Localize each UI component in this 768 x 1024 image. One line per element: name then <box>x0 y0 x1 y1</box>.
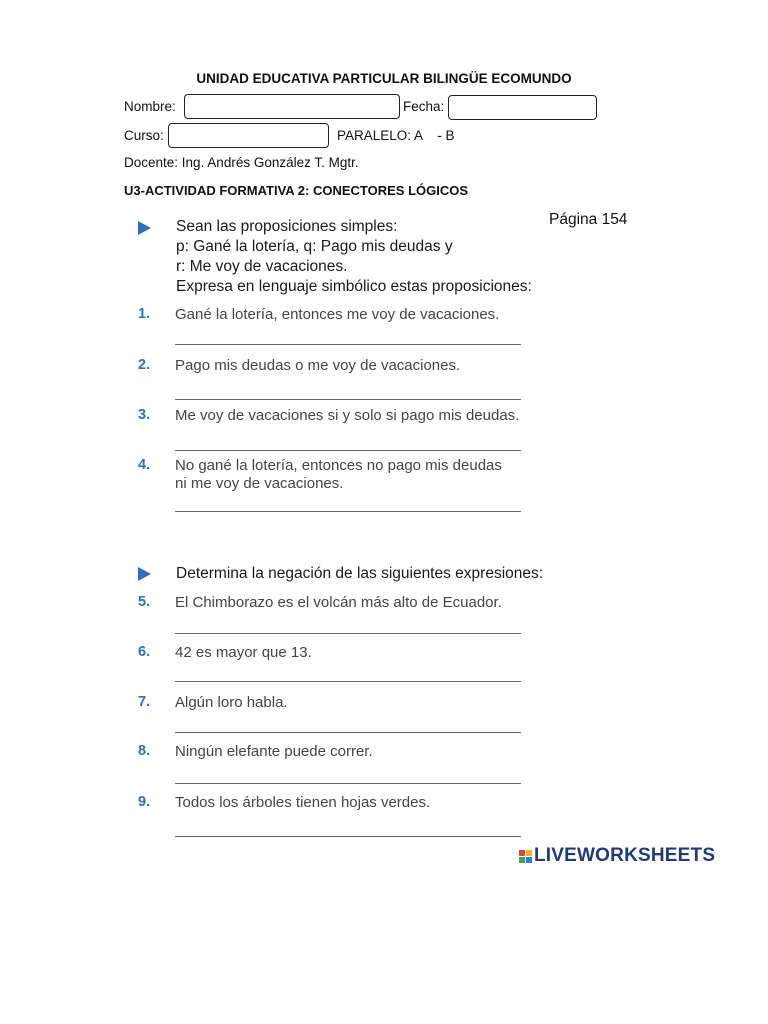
question-line: ni me voy de vacaciones. <box>175 475 344 492</box>
question-number: 9. <box>138 794 151 810</box>
fecha-label: Fecha: <box>403 99 445 114</box>
logo-square <box>519 857 525 863</box>
answer-line[interactable] <box>175 511 521 512</box>
fecha-input[interactable] <box>448 95 597 120</box>
question-number: 4. <box>138 457 151 473</box>
question-number: 7. <box>138 694 151 710</box>
answer-line[interactable] <box>175 344 521 345</box>
question-text: Me voy de vacaciones si y solo si pago mis deudas. <box>175 407 520 424</box>
question-text: Pago mis deudas o me voy de vacaciones. <box>175 357 461 374</box>
curso-input[interactable] <box>168 123 329 148</box>
nombre-input[interactable] <box>184 94 400 119</box>
paralelo-label: PARALELO: A - B <box>337 128 455 143</box>
answer-line[interactable] <box>175 633 521 634</box>
answer-line[interactable] <box>175 399 521 400</box>
activity-title: U3-ACTIVIDAD FORMATIVA 2: CONECTORES LÓGICOS <box>124 183 469 198</box>
page-reference: Página 154 <box>549 211 628 228</box>
answer-line[interactable] <box>175 450 521 451</box>
question-text <box>175 457 502 493</box>
question-number: 6. <box>138 644 151 660</box>
logo-grid-icon <box>519 850 532 863</box>
docente-label: Docente: Ing. Andrés González T. Mgtr. <box>124 155 359 170</box>
curso-label: Curso: <box>124 128 164 143</box>
intro-line: p: Gané la lotería, q: Pago mis deudas y <box>176 238 453 255</box>
question-line: No gané la lotería, entonces no pago mis deudas <box>175 457 502 474</box>
question-text: Todos los árboles tienen hojas verdes. <box>175 794 431 811</box>
question-number: 8. <box>138 743 151 759</box>
answer-line[interactable] <box>175 732 521 733</box>
question-number: 5. <box>138 594 151 610</box>
answer-line[interactable] <box>175 783 521 784</box>
logo-text: LIVEWORKSHEETS <box>534 845 716 866</box>
answer-line[interactable] <box>175 681 521 682</box>
school-title: UNIDAD EDUCATIVA PARTICULAR BILINGÜE ECOMUNDO <box>196 71 572 86</box>
question-number: 1. <box>138 306 151 322</box>
question-text: El Chimborazo es el volcán más alto de Ecuador. <box>175 594 502 611</box>
section-arrow-icon <box>138 221 151 235</box>
liveworksheets-logo <box>519 845 715 867</box>
answer-line[interactable] <box>175 836 521 837</box>
section-arrow-icon <box>138 567 151 581</box>
question-text: Algún loro habla. <box>175 694 288 711</box>
question-number: 3. <box>138 407 151 423</box>
question-text: 42 es mayor que 13. <box>175 644 312 661</box>
question-text: Gané la lotería, entonces me voy de vacaciones. <box>175 306 500 323</box>
intro-line: r: Me voy de vacaciones. <box>176 258 348 275</box>
nombre-label: Nombre: <box>124 99 176 114</box>
logo-square <box>526 857 532 863</box>
question-text: Ningún elefante puede correr. <box>175 743 373 760</box>
intro-line: Expresa en lenguaje simbólico estas proposiciones: <box>176 278 532 295</box>
logo-square <box>519 850 525 856</box>
question-number: 2. <box>138 357 151 373</box>
intro-line: Sean las proposiciones simples: <box>176 218 398 235</box>
section1-intro <box>176 217 532 297</box>
section2-intro: Determina la negación de las siguientes expresiones: <box>176 565 544 582</box>
logo-square <box>526 850 532 856</box>
